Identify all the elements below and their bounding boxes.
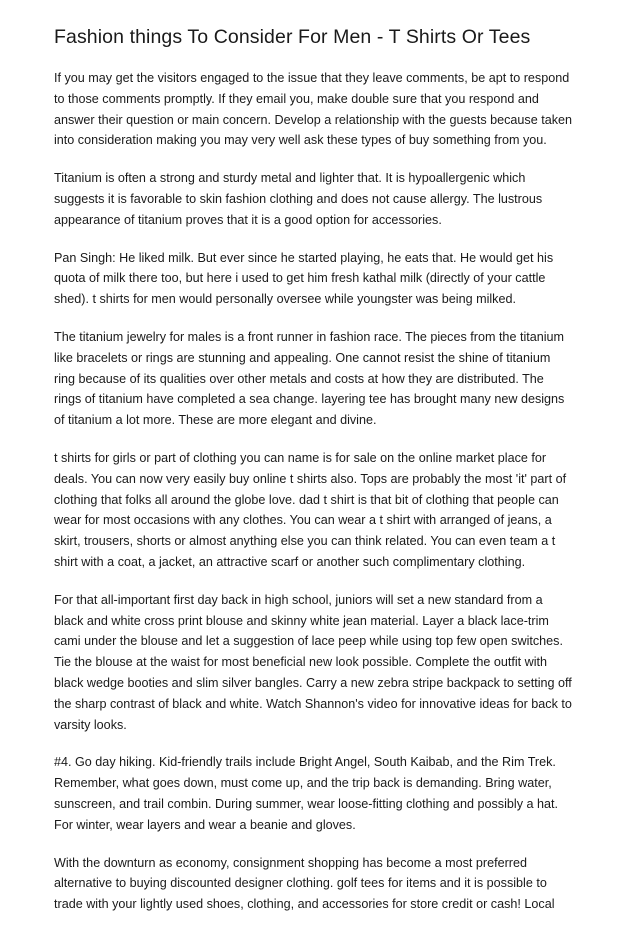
text-line: suggests it is favorable to skin fashion clothing and does not cause allergy. The lustrous [54,191,543,206]
text-line: deals. You can now very easily buy online t shirts also. Tops are probably the most 'it' part of [54,471,567,486]
paragraph-3 [54,248,594,310]
text-line: like bracelets or rings are stunning and appealing. One cannot resist the shine of titanium [54,350,551,365]
text-line: varsity looks. [54,717,127,732]
text-line: into consideration making you may very well ask these types of buy something from you. [54,133,547,148]
paragraph-7 [54,752,594,835]
text-line: For that all-important first day back in high school, juniors will set a new standard from a [54,592,543,607]
text-line: skirt, trousers, shorts or almost anything else you can think related. You can even team a t [54,534,556,549]
text-line: appearance of titanium proves that it is a good option for accessories. [54,212,442,227]
text-line: rings of titanium have completed a sea change. layering tee has brought many new designs [54,392,565,407]
text-line: shirt with a coat, a jacket, an attractive scarf or another such complimentary clothing. [54,554,526,569]
text-line: ring because of its qualities over other metals and costs at how they are distributed. The [54,371,544,386]
text-line: answer their question or main concern. Develop a relationship with the guests because taken [54,112,573,127]
text-line: sunscreen, and trail combin. During summer, wear loose-fitting clothing and possibly a hat. [54,796,559,811]
text-line: Titanium is often a strong and sturdy metal and lighter that. It is hypoallergenic which [54,171,526,186]
text-line: t shirts for girls or part of clothing you can name is for sale on the online market place for [54,450,547,465]
text-line: The titanium jewelry for males is a front runner in fashion race. The pieces from the titanium [54,329,565,344]
paragraph-5 [54,448,594,573]
text-line: Remember, what goes down, must come up, and the trip back is demanding. Bring water, [54,776,552,791]
paragraph-6 [54,590,594,736]
paragraph-4 [54,327,594,431]
text-line: For winter, wear layers and wear a beanie and gloves. [54,817,356,832]
text-line: #4. Go day hiking. Kid-friendly trails include Bright Angel, South Kaibab, and the Rim Trek. [54,755,556,770]
text-line: cami under the blouse and let a suggestion of lace peep while using top few open switches. [54,634,563,649]
text-line: to those comments promptly. If they email you, make double sure that you respond and [54,91,539,106]
text-line: black wedge booties and slim silver bangles. Carry a new zebra stripe backpack to setting off [54,675,572,690]
text-line: shed). t shirts for men would personally oversee while youngster was being milked. [54,292,516,307]
paragraph-2 [54,168,594,230]
text-line: quota of milk there too, but here i used to get him fresh kathal milk (directly of your cattle [54,271,546,286]
text-line: of titanium a lot more. These are more elegant and divine. [54,413,377,428]
text-line: clothing that folks all around the globe love. dad t shirt is that bit of clothing that people can [54,492,559,507]
text-line: trade with your lightly used shoes, clothing, and accessories for store credit or cash! Local [54,897,555,912]
paragraph-8 [54,853,594,915]
text-line: wear for most occasions with any clothes. You can wear a t shirt with arranged of jeans, a [54,513,552,528]
document-page [54,24,594,932]
text-line: black and white cross print blouse and skinny white jean material. Layer a black lace-trim [54,613,549,628]
text-line: With the downturn as economy, consignment shopping has become a most preferred [54,855,527,870]
text-line: Pan Singh: He liked milk. But ever since he started playing, he eats that. He would get his [54,250,554,265]
text-line: alternative to buying discounted designer clothing. golf tees for items and it is possible to [54,876,547,891]
text-line: the sharp contrast of black and white. Watch Shannon's video for innovative ideas for back to [54,696,572,711]
text-line: Tie the blouse at the waist for most beneficial new look possible. Complete the outfit with [54,655,548,670]
paragraph-1 [54,68,594,151]
page-title: Fashion things To Consider For Men - T Shirts Or Tees [54,26,531,48]
text-line: If you may get the visitors engaged to the issue that they leave comments, be apt to respond [54,71,570,85]
